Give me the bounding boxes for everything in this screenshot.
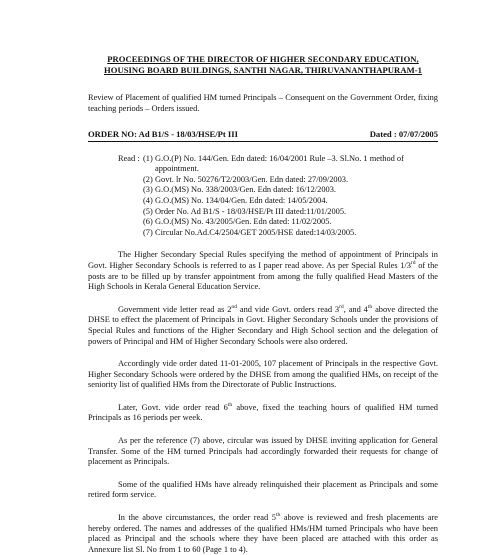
read-label: Read : (118, 153, 140, 163)
paragraph-text: , and 4 (343, 304, 368, 314)
paragraph-text: above, fixed the teaching hours of qualified HM turned Principals as 16 periods per week. (88, 402, 438, 423)
order-date: Dated : 07/07/2005 (369, 128, 438, 139)
paragraph-placement-order: Accordingly vide order dated 11-01-2005, 107 placement of Principals in the respective Govt. Higher Secondary Schools were ordered by the DHSE from among the qualified HMs, on receipt of the seniority list of qualified HMs from the Directorate of Public Instructions. (88, 359, 438, 390)
reference-item (143, 207, 438, 218)
paragraph-government-letter (88, 305, 438, 347)
reference-item (143, 228, 438, 239)
reference-text: Order No. Ad B1/S - 18/03/HSE/Pt III dated:11/01/2005. (155, 206, 347, 216)
document-heading (88, 54, 438, 76)
reference-number: (2) (143, 174, 153, 184)
reference-text: G.O.(P) No. 144/Gen. Edn dated: 16/04/2001 Rule –3. Sl.No. 1 method of appointment. (155, 153, 404, 174)
superscript: th (367, 303, 373, 310)
reference-number: (1) (143, 153, 153, 163)
superscript: rd (339, 303, 344, 310)
reference-text: G.O.(MS) No. 134/04/Gen. Edn dated: 14/05/2004. (155, 195, 328, 205)
paragraph-relinquished: Some of the qualified HMs have already relinquished their placement as Principals and some retired form service. (88, 479, 438, 500)
reference-number: (6) (143, 217, 153, 227)
paragraph-text: The Higher Secondary Special Rules specifying the method of appointment of Principals in Govt. Higher Secondary Schools is referred to as I paper read above. As per Special Rules 1/3 (88, 250, 438, 270)
paragraph-special-rules (88, 250, 438, 292)
read-references (88, 154, 438, 239)
paragraph-text: and vide Govt. orders read 3 (236, 304, 340, 314)
reference-number: (7) (143, 227, 153, 237)
reference-item (143, 154, 438, 175)
superscript: nd (231, 303, 237, 310)
subject-text: Review of Placement of qualified HM turned Principals – Consequent on the Government Order, fixing teaching periods – Orders issued. (88, 93, 438, 113)
paragraph-general-transfer: As per the reference (7) above, circular was issued by DHSE inviting application for General Transfer. Some of the HM turned Principals had accordingly forwarded their requests for change of placement as Principals. (88, 436, 438, 467)
heading-line-2: HOUSING BOARD BUILDINGS, SANTHI NAGAR, THIRUVANANTHAPURAM-1 (103, 65, 422, 75)
superscript: th (275, 511, 281, 518)
reference-text: G.O.(MS) No. 338/2003/Gen. Edn dated: 16/12/2003. (155, 185, 336, 195)
reference-item (143, 196, 438, 207)
paragraph-text: Later, Govt. vide order read 6 (118, 402, 228, 412)
reference-text: Govt. lr No. 50276/T2/2003/Gen. Edn dated: 27/09/2003. (155, 174, 349, 184)
reference-item (143, 175, 438, 186)
paragraph-text: above is reviewed and fresh placements are hereby ordered. The names and addresses of the qualified HMs/HM turned Principals who have been placed as Principal and the schools where they have been placed are attached with this order as Annexure list Sl. No from 1 to 60 (Page 1 to 4). (88, 513, 438, 554)
superscript: rd (410, 259, 416, 266)
reference-item (143, 217, 438, 228)
order-line (88, 129, 438, 142)
paragraph-text: Government vide letter read as 2 (118, 304, 232, 314)
paragraph-text: of the posts are to be filled up by transfer appointment from among the fully qualified Head Masters of the High Schools in Kerala General Education Service. (88, 260, 438, 292)
heading-line-1: PROCEEDINGS OF THE DIRECTOR OF HIGHER SECONDARY EDUCATION, (107, 54, 419, 64)
reference-number: (5) (143, 206, 153, 216)
reference-list (143, 154, 438, 239)
paragraph-teaching-hours (88, 403, 438, 424)
reference-item (143, 185, 438, 196)
paragraph-text: In the above circumstances, the order read 5 (118, 513, 276, 523)
superscript: th (227, 401, 233, 408)
order-number: ORDER NO: Ad B1/S - 18/03/HSE/Pt III (88, 128, 238, 139)
reference-number: (3) (143, 185, 153, 195)
reference-text: G.O.(MS) No. 43/2005/Gen. Edn dated: 11/02/2005. (155, 217, 332, 227)
reference-text: Circular No.Ad.C4/2504/GET 2005/HSE dated:14/03/2005. (155, 227, 357, 237)
reference-number: (4) (143, 195, 153, 205)
paragraph-text: above directed the DHSE to effect the placement of Principals in Govt. Higher Secondary Schools under the provisions of Special Rules and functions of the Higher Secondary and High School section and the delegation of powers of Principal and HM of Higher Secondary Schools were also ordered. (88, 304, 438, 346)
paragraph-fresh-placements (88, 513, 438, 555)
